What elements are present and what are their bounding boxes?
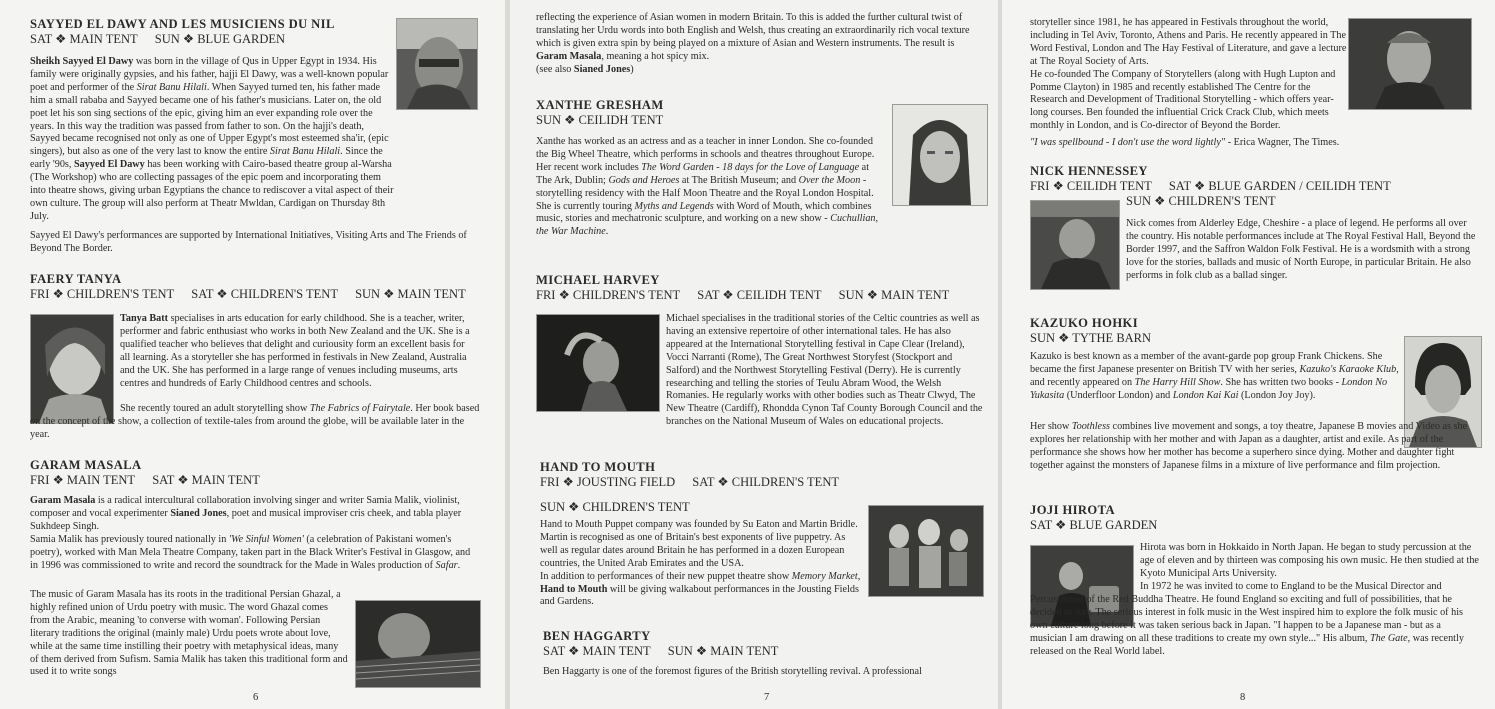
nick-photo: [1030, 200, 1120, 290]
kazuko-text-2b: combines live movement and songs, a toy theatre, Japanese B movies and Video as she explores her relationship with her mother and with Japan as a daughter, artist and exile. As part of the performance she shows how her mother has become a superhero since dying. Mother and daughter fight together against the monsters of Japanese films in a mixture of live performance and film projection.: [1030, 421, 1468, 471]
ben-title: BEN HAGGARTY: [543, 629, 651, 643]
ben-venue-1: SAT ❖ MAIN TENT: [543, 644, 651, 658]
faery-show-title: The Fabrics of Fairytale: [309, 403, 411, 414]
sayyed-text-a: was born in the village of Qus in Upper Egypt in 1934. His family were originally gypsies, and his father, hajji El Dawy, was a well-known popular poet and performer of the: [30, 56, 389, 93]
hand-venues-1: [540, 475, 990, 490]
sayyed-support-text: Sayyed El Dawy's performances are supported by International Initiatives, Visiting Arts and The Friends of Beyond The Border.: [30, 230, 467, 254]
kazuko-text-b: , and recently appeared on: [1030, 363, 1399, 388]
hand-photo: [868, 505, 984, 597]
sayyed-title: SAYYED EL DAWY AND LES MUSICIENS DU NIL: [30, 17, 335, 31]
xanthe-work-5: Cuchullian, the War Machine: [536, 213, 879, 238]
kazuko-heading: [1030, 315, 1330, 346]
xanthe-text-a: Xanthe has worked as an actress and as a teacher in inner London. She co-founded the Big Wheel Theatre, which performs in schools and theatres throughout Europe. Her recent work includes: [536, 136, 875, 173]
michael-venues: [536, 288, 986, 303]
nick-venue-2: SAT ❖ BLUE GARDEN / CEILIDH TENT: [1168, 179, 1391, 193]
xanthe-text-c: at The British Museum; and: [679, 174, 799, 186]
sayyed-venue-2: SUN ❖ BLUE GARDEN: [154, 32, 286, 46]
xanthe-bio: [536, 136, 886, 239]
hand-text-2b: ,: [857, 570, 861, 582]
garam-see-also-a: (see also: [536, 63, 574, 75]
garam-bio: [30, 495, 480, 572]
xanthe-photo: [892, 104, 988, 206]
hand-bio: [540, 519, 865, 609]
hand-venue-2: SAT ❖ CHILDREN'S TENT: [692, 475, 839, 489]
sayyed-venue-1: SAT ❖ MAIN TENT: [30, 32, 138, 46]
joji-bio: [1140, 542, 1480, 581]
garam-venues: [30, 473, 500, 488]
faery-text-1: specialises in arts education for early childhood. She is a teacher, writer, performer and fabric enthusiast who works in both New Zealand and the UK. She is a qualified teacher who believes that delight and curiousity form an excellent basis for all learning. As a storyteller she has performed in festivals in New Zealand, Australia and the UK. She has performed in a large range of venues including museums, arts centres and hundreds of Early Childhood centres and schools.: [120, 313, 470, 389]
garam-text-3: The music of Garam Masala has its roots in the traditional Persian Ghazal, a highly refined union of Urdu poetry with music. The word Ghazal comes from the Arabic, meaning 'to converse with woman'. Following Persian literary traditions the original (mainly male) Urdu poets wrote about love, while at the same time instilling their poetry with metaphysical ideas, many of them derived from Sufism. Samia Malik has taken this traditional form and used it to write songs: [30, 589, 348, 678]
ben-continued: [1030, 17, 1348, 133]
joji-title: JOJI HIROTA: [1030, 503, 1115, 517]
xanthe-title: XANTHE GRESHAM: [536, 98, 664, 112]
garam-continued: [536, 12, 984, 77]
garam-name: Garam Masala: [30, 495, 96, 506]
ben-venues: [543, 644, 993, 659]
garam-tour-title: 'We Sinful Women': [228, 533, 304, 545]
garam-see-also-name: Sianed Jones: [573, 63, 631, 75]
sayyed-name: Sheikh Sayyed El Dawy: [30, 56, 134, 67]
garam-cont-name: Garam Masala: [536, 50, 602, 62]
michael-venue-2: SAT ❖ CEILIDH TENT: [697, 288, 822, 302]
ben-quote: [1030, 137, 1470, 150]
xanthe-work-4: Myths and Legends: [634, 200, 714, 212]
sayyed-text-d: has been working with Cairo-based theatre group al-Warsha (The Workshop) who are collecting passages of the epic poem and incorporating them into theatre shows, giving urban Egyptians the chance to rediscover a vital aspect of their own culture. The group will also perform at Theatr Mwldan, Cardigan on Thursday 8th July.: [30, 159, 394, 222]
kazuko-text-a: Kazuko is best known as a member of the avant-garde pop group Frank Chickens. She became the first Japanese presenter on British TV with her series,: [1030, 351, 1383, 375]
joji-heading: [1030, 502, 1330, 533]
faery-title: FAERY TANYA: [30, 272, 122, 286]
hand-show-title: Memory Market: [791, 570, 858, 582]
michael-bio: [666, 313, 986, 429]
xanthe-text-d: - storytelling residency with the Half Moon Theatre and the Royal London Hospital. She is currently touring: [536, 174, 874, 212]
michael-venue-3: SUN ❖ MAIN TENT: [838, 288, 950, 302]
nick-venue-1: FRI ❖ CEILIDH TENT: [1030, 179, 1152, 193]
kazuko-bio: [1030, 351, 1400, 403]
xanthe-work-2: Gods and Heroes: [608, 174, 680, 186]
xanthe-text-f: .: [605, 226, 609, 238]
kazuko-text-2a: Her show: [1030, 421, 1072, 432]
nick-bio: [1126, 218, 1478, 283]
nick-text: Nick comes from Alderley Edge, Cheshire - a place of legend. He performs all over the country. His notable performances include at The Royal Festival Hall, Beyond the Border 1997, and the Saffron Waldon Folk Festival. He is a wordsmith with a strong love for the stories, ballads and music of North Europe, in particular Britain. He also performs in folk club as a ballad singer.: [1126, 218, 1476, 281]
kazuko-series: Kazuko's Karaoke Klub: [1299, 363, 1397, 375]
xanthe-heading: [536, 97, 836, 128]
michael-venue-1: FRI ❖ CHILDREN'S TENT: [536, 288, 681, 302]
xanthe-text-e: with Word of Mouth, which combines music, stories and mechatronic sculpture, and working on a new show -: [536, 200, 872, 225]
sayyed-support: [30, 230, 480, 256]
kazuko-book-1: London No Yukasita: [1030, 376, 1388, 401]
ben-cont-text-2: He co-founded The Company of Storytellers (along with Hugh Lupton and Pomme Clayton) in 1985 and recently established The Centre for the Research and Development of Traditional Storytelling - which offers year-long courses. Ben founded the influential Crick Crack Club, which meets monthly in London, and is Co-director of Beyond the Border.: [1030, 68, 1336, 132]
garam-cont-text-b: , meaning a hot spicy mix.: [601, 50, 710, 62]
sayyed-text-c: . Since the early '90s,: [30, 146, 383, 171]
hand-name: Hand to Mouth: [540, 583, 608, 595]
page-8: [1002, 0, 1495, 709]
hand-text-2a: In addition to performances of their new puppet theatre show: [540, 570, 792, 582]
kazuko-text-c: . She has written two books -: [1220, 376, 1342, 388]
ben-text: Ben Haggarty is one of the foremost figures of the British storytelling revival. A professional: [543, 666, 922, 677]
kazuko-text-e: (London Joy Joy).: [1238, 389, 1316, 401]
nick-title: NICK HENNESSEY: [1030, 164, 1148, 178]
faery-name: Tanya Batt: [120, 313, 169, 324]
ben-quote-text: "I was spellbound - I don't use the word lightly": [1030, 137, 1226, 148]
xanthe-work-3: Over the Moon: [798, 174, 861, 186]
garam-venue-1: FRI ❖ MAIN TENT: [30, 473, 136, 487]
sayyed-text-b: . When Sayyed turned ten, his father made him a small rababa and Sayyed became one of his father's musicians. Later on, the old poet let his son sing sections of the epic, giving him an ever expanding role over the years. In this way the tradition was passed from father to son. On the hajji's death, Sayyed became recognised not only as one of Upper Egypt's most esteemed sha'ir, (epic singers), but also as one of the very last to know the entire: [30, 81, 389, 158]
garam-venue-2: SAT ❖ MAIN TENT: [152, 473, 260, 487]
garam-text-2c: .: [457, 559, 461, 571]
joji-text-1: Hirota was born in Hokkaido in North Japan. He began to study percussion at the age of eleven and by thirteen was composing his own music. He then studied at the Kyoto Municipal Arts University.: [1140, 542, 1479, 579]
joji-album: The Gate: [1370, 632, 1408, 644]
garam-see-also-b: ): [630, 63, 634, 75]
garam-text-2a: Samia Malik has previously toured nationally in: [30, 533, 229, 545]
faery-venue-2: SAT ❖ CHILDREN'S TENT: [191, 287, 338, 301]
sayyed-name-2: Sayyed El Dawy: [74, 159, 145, 171]
faery-text-2a: She recently toured an adult storytelling show: [120, 403, 310, 414]
sayyed-epic-1: Sirat Banu Hilali: [136, 81, 207, 93]
michael-title: MICHAEL HARVEY: [536, 273, 660, 287]
garam-cont-text-a: reflecting the experience of Asian women in modern Britain. To this is added the further cultural twist of translating her Urdu words into both English and Welsh, thus creating an extraordinarily rich vocal texture which is given extra spin by being played on a mixture of Asian and Western instruments. The result is: [536, 12, 970, 49]
hand-venue-1: FRI ❖ JOUSTING FIELD: [540, 475, 676, 489]
nick-venue-3: SUN ❖ CHILDREN'S TENT: [1126, 194, 1276, 208]
kazuko-venue-1: SUN ❖ TYTHE BARN: [1030, 331, 1152, 345]
michael-photo: [536, 314, 660, 412]
faery-bio: [120, 313, 472, 390]
ben-bio: [543, 666, 991, 679]
joji-text-2b: , was recently released on the Real World label.: [1030, 632, 1464, 657]
kazuko-text-d: (Underfloor London) and: [1064, 389, 1173, 401]
kazuko-title: KAZUKO HOHKI: [1030, 316, 1139, 330]
page-number-7: 7: [764, 692, 770, 703]
kazuko-toothless: Toothless: [1071, 421, 1110, 432]
xanthe-work-1: The Word Garden - 18 days for the Love of Language: [641, 161, 860, 173]
hand-text-2c: will be giving walkabout performances in the Jousting Fields and Gardens.: [540, 583, 859, 608]
joji-text-2a: In 1972 he was invited to come to England to be the Musical Director and Percussionist of the Red Buddha Theatre. He found England so exciting and full of possibilities, that he decided to stay. The serious interest in folk music in the West inspired him to explore the folk music of his own culture long before it was taken serious back in Japan. "I happen to be a Japanese man - but as a musician I am drawing on all these traditions to create my own style..." His album,: [1030, 581, 1464, 644]
ben-venue-2: SUN ❖ MAIN TENT: [667, 644, 779, 658]
hand-title: HAND TO MOUTH: [540, 460, 656, 474]
faery-venue-1: FRI ❖ CHILDREN'S TENT: [30, 287, 175, 301]
garam-photo: [355, 600, 481, 688]
faery-venues: [30, 287, 500, 302]
garam-text-1a: is a radical intercultural collaboration involving singer and writer Samia Malik, violinist, composer and vocal experimenter: [30, 495, 460, 519]
kazuko-show: The Harry Hill Show: [1134, 376, 1221, 388]
sayyed-heading: [30, 16, 390, 47]
garam-bio-3: [30, 589, 348, 679]
hand-text-1: Hand to Mouth Puppet company was founded by Su Eaton and Martin Bridle. Martin is recognised as one of Britain's best exponents of live puppetry. As well as regular dates around Britain he has performed in a dozen European countries, the United Arab Emirates and the USA.: [540, 519, 858, 569]
hand-venue-3: SUN ❖ CHILDREN'S TENT: [540, 500, 690, 514]
xanthe-text-b: at The Ark, Dublin;: [536, 161, 870, 186]
joji-venues: [1030, 518, 1330, 533]
garam-safar: Safar: [435, 559, 458, 571]
page-7: [510, 0, 998, 709]
joji-bio-2: [1030, 581, 1480, 658]
kazuko-book-2: London Kai Kai: [1172, 389, 1239, 401]
michael-heading: [536, 272, 986, 303]
garam-sianed: Sianed Jones: [170, 507, 227, 519]
sayyed-bio: [30, 56, 395, 224]
faery-text-2b: . Her book based on the concept of the show, a collection of textile-tales from around the globe, will be available later in the year.: [30, 403, 480, 440]
page-number-6: 6: [253, 692, 259, 703]
faery-venue-3: SUN ❖ MAIN TENT: [355, 287, 466, 301]
garam-heading: [30, 457, 500, 488]
faery-bio-2: [30, 403, 480, 442]
kazuko-venues: [1030, 331, 1330, 346]
sayyed-venues: [30, 32, 390, 47]
garam-text-2b: (a celebration of Pakistani women's poetry), worked with Man Mela Theatre Company, taken part in the Black Writer's Festival in Glasgow, and in 1996 was commissioned to write and record the soundtrack for the Made in Wales production of: [30, 533, 471, 571]
sayyed-photo: [396, 18, 478, 110]
garam-title: GARAM MASALA: [30, 458, 142, 472]
sayyed-epic-2: Sirat Banu Hilali: [269, 146, 341, 158]
ben-photo: [1348, 18, 1472, 110]
page-6: [0, 0, 505, 709]
ben-cont-text-1: storyteller since 1981, he has appeared in Festivals throughout the world, including in Tel Aviv, Toronto, Athens and Paris. He recently appeared in The Word Festival, London and The Hay Festival of Literature, and gave a lecture at The Royal Society of Arts.: [1030, 17, 1347, 67]
xanthe-venue-1: SUN ❖ CEILIDH TENT: [536, 113, 664, 127]
michael-text: Michael specialises in the traditional stories of the Celtic countries as well as having an extensive repertoire of other international tales. He has also appeared at the International Storytelling festival in Cape Clear (Ireland), Vocci Narranti (Rome), The Great Northwest Storyfest (Stockport and Salford) and the Northwest Storytelling Festival (Derry). He is currently researching and telling the stories of Teulu Abram Wood, the Welsh Romanies. He regularly works with other bodies such as Theatr Clwyd, The New Theatre (Cardiff), Rhondda Cynon Taf County Borough Council and the branches on the National Museum of Wales on educational projects.: [666, 313, 983, 428]
xanthe-venues: [536, 113, 836, 128]
faery-heading: [30, 271, 500, 302]
ben-heading: [543, 628, 993, 659]
nick-venues-1: [1030, 179, 1490, 194]
ben-quote-source: - Erica Wagner, The Times.: [1225, 137, 1340, 148]
page-number-8: 8: [1240, 692, 1246, 703]
joji-venue-1: SAT ❖ BLUE GARDEN: [1030, 518, 1158, 532]
kazuko-bio-2: [1030, 421, 1480, 473]
garam-text-1b: , poet and musical improviser cris cheek, and tabla player Sukhdeep Singh.: [30, 507, 462, 532]
